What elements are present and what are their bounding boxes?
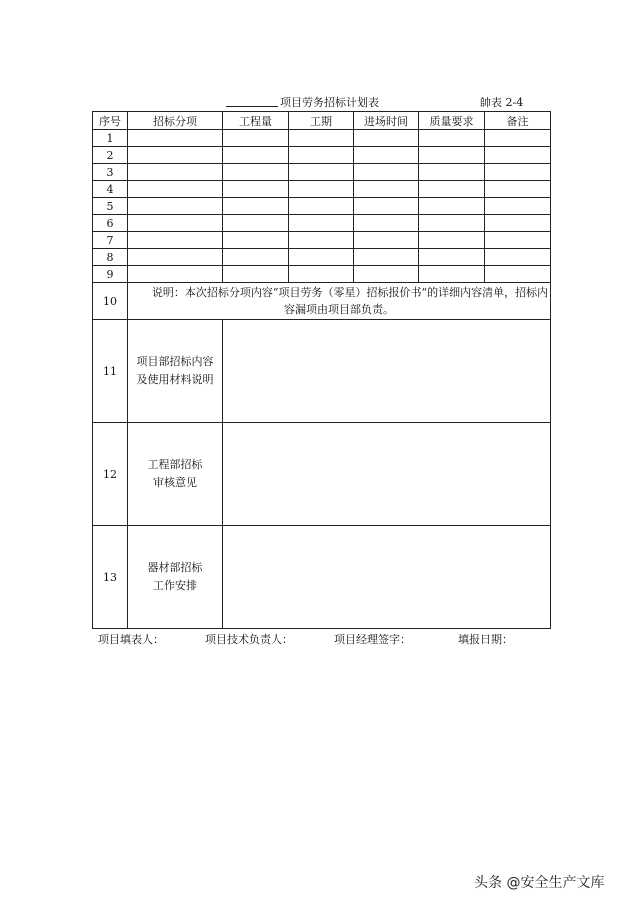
filler-label: 项目填表人： (98, 633, 164, 646)
section-label-line1: 工程部招标 (147, 458, 203, 471)
cell-quality (419, 232, 485, 249)
cell-item (128, 266, 223, 283)
cell-quantity (223, 215, 289, 232)
form-code: 帥表 2-4 (480, 96, 524, 109)
section-label (128, 526, 223, 629)
cell-remarks (485, 266, 551, 283)
section-label (128, 320, 223, 423)
cell-quality (419, 266, 485, 283)
table-row (93, 266, 551, 283)
cell-quantity (223, 232, 289, 249)
cell-remarks (485, 198, 551, 215)
cell-quantity (223, 130, 289, 147)
row-seq: 11 (93, 320, 128, 423)
section-label-line1: 器材部招标 (147, 561, 203, 574)
cell-quality (419, 164, 485, 181)
table-row (93, 198, 551, 215)
table-row (93, 232, 551, 249)
col-header-entry-time: 进场时间 (354, 112, 419, 130)
date-label: 填报日期： (458, 633, 513, 646)
bidding-plan-table (92, 111, 551, 629)
section-label-line2: 审核意见 (153, 476, 197, 489)
cell-quantity (223, 164, 289, 181)
row-seq: 6 (93, 215, 128, 232)
col-header-remarks: 备注 (485, 112, 551, 130)
cell-duration (289, 198, 354, 215)
section-row-equipment (93, 526, 551, 629)
col-header-quantity: 工程量 (223, 112, 289, 130)
table-row (93, 130, 551, 147)
cell-remarks (485, 232, 551, 249)
cell-entry-time (354, 266, 419, 283)
cell-item (128, 147, 223, 164)
cell-duration (289, 130, 354, 147)
table-row (93, 147, 551, 164)
cell-remarks (485, 249, 551, 266)
row-seq: 10 (93, 283, 128, 320)
cell-item (128, 181, 223, 198)
section-content (223, 320, 551, 423)
section-row-project (93, 320, 551, 423)
cell-quality (419, 147, 485, 164)
cell-duration (289, 249, 354, 266)
cell-duration (289, 232, 354, 249)
cell-entry-time (354, 249, 419, 266)
cell-item (128, 215, 223, 232)
cell-entry-time (354, 215, 419, 232)
row-seq: 3 (93, 164, 128, 181)
form-title: 项目劳务招标计划表 (280, 96, 379, 109)
row-seq: 8 (93, 249, 128, 266)
row-seq: 1 (93, 130, 128, 147)
cell-remarks (485, 215, 551, 232)
cell-duration (289, 215, 354, 232)
cell-entry-time (354, 164, 419, 181)
table-row (93, 215, 551, 232)
cell-quality (419, 198, 485, 215)
cell-item (128, 249, 223, 266)
cell-quality (419, 130, 485, 147)
cell-duration (289, 181, 354, 198)
watermark: 头条 @安全生产文库 (474, 875, 605, 891)
cell-remarks (485, 181, 551, 198)
section-content (223, 423, 551, 526)
cell-remarks (485, 130, 551, 147)
cell-entry-time (354, 147, 419, 164)
table-row (93, 164, 551, 181)
table-row (93, 181, 551, 198)
manager-sign-label: 项目经理签字： (334, 633, 411, 646)
section-row-engineering (93, 423, 551, 526)
cell-quantity (223, 198, 289, 215)
row-seq: 9 (93, 266, 128, 283)
section-label-line1: 项目部招标内容 (136, 355, 214, 368)
row-seq: 7 (93, 232, 128, 249)
cell-duration (289, 164, 354, 181)
section-label-line2: 及使用材料说明 (136, 373, 214, 386)
section-label-line2: 工作安排 (153, 579, 197, 592)
cell-item (128, 130, 223, 147)
form-header (92, 95, 552, 111)
cell-entry-time (354, 181, 419, 198)
col-header-item: 招标分项 (128, 112, 223, 130)
cell-entry-time (354, 130, 419, 147)
cell-quality (419, 249, 485, 266)
section-content (223, 526, 551, 629)
col-header-quality: 质量要求 (419, 112, 485, 130)
row-seq: 13 (93, 526, 128, 629)
section-label (128, 423, 223, 526)
signature-footer (92, 632, 552, 648)
row-seq: 4 (93, 181, 128, 198)
cell-item (128, 164, 223, 181)
cell-quantity (223, 147, 289, 164)
row-seq: 12 (93, 423, 128, 526)
row-seq: 5 (93, 198, 128, 215)
table-header-row (93, 112, 551, 130)
row-seq: 2 (93, 147, 128, 164)
cell-duration (289, 147, 354, 164)
cell-item (128, 232, 223, 249)
project-name-blank (226, 106, 278, 107)
cell-quantity (223, 249, 289, 266)
table-row (93, 249, 551, 266)
tech-lead-label: 项目技术负责人： (205, 633, 293, 646)
cell-quality (419, 215, 485, 232)
note-row (93, 283, 551, 320)
cell-quality (419, 181, 485, 198)
cell-quantity (223, 181, 289, 198)
cell-entry-time (354, 198, 419, 215)
col-header-duration: 工期 (289, 112, 354, 130)
bidding-note: 说明：本次招标分项内容“项目劳务（零星）招标报价书“的详细内容清单，招标内容漏项由项目部负责。 (128, 283, 551, 320)
cell-item (128, 198, 223, 215)
cell-remarks (485, 164, 551, 181)
cell-entry-time (354, 232, 419, 249)
cell-remarks (485, 147, 551, 164)
col-header-seq: 序号 (93, 112, 128, 130)
cell-duration (289, 266, 354, 283)
cell-quantity (223, 266, 289, 283)
